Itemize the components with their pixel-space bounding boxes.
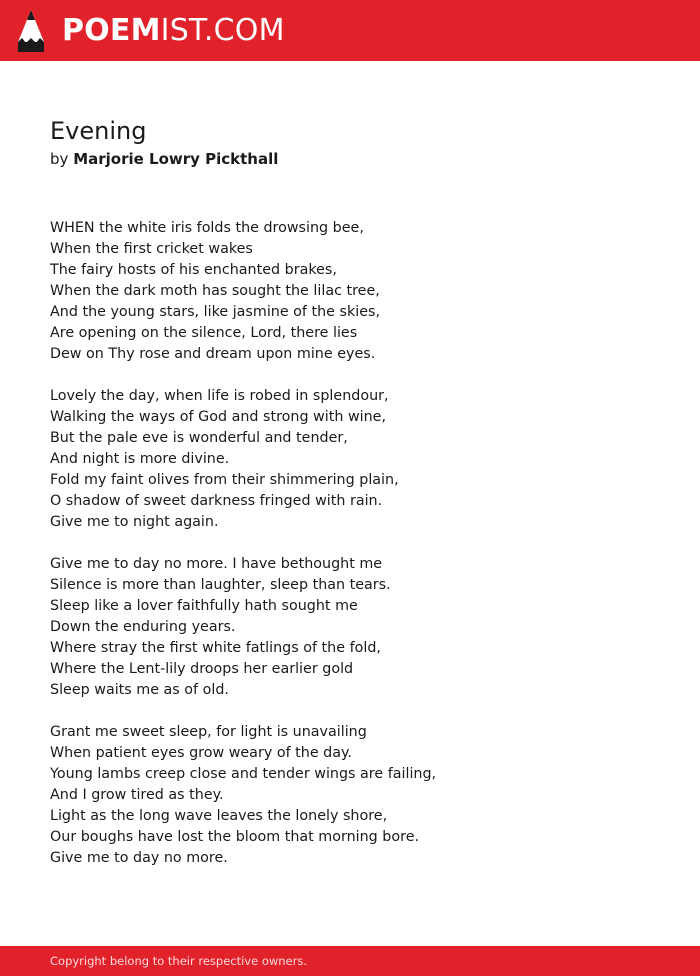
poem-line: Sleep waits me as of old. [50, 682, 229, 698]
poem-line: And night is more divine. [50, 451, 230, 467]
poem-line: Where the Lent-lily droops her earlier gold [50, 661, 354, 677]
poem-line: When the first cricket wakes [50, 241, 253, 257]
poem-line: Silence is more than laughter, sleep than tears. [50, 577, 391, 593]
brand-logo[interactable] [62, 13, 285, 49]
author-name: Marjorie Lowry Pickthall [73, 150, 279, 168]
footer-bar [0, 946, 700, 976]
poem-line: Fold my faint olives from their shimmering plain, [50, 472, 399, 488]
poem-line: Are opening on the silence, Lord, there lies [50, 325, 358, 341]
poem-line: Down the enduring years. [50, 619, 236, 635]
poem-line: Give me to day no more. [50, 850, 228, 866]
poem-byline [50, 148, 278, 170]
poem-line: The fairy hosts of his enchanted brakes, [50, 262, 337, 278]
poem-line: WHEN the white iris folds the drowsing bee, [50, 220, 364, 236]
poem-body [50, 218, 650, 890]
poem-stanza [50, 218, 650, 365]
poem-line: Where stray the first white fatlings of the fold, [50, 640, 381, 656]
poem-line: Sleep like a lover faithfully hath sought me [50, 598, 358, 614]
poem-line: Walking the ways of God and strong with wine, [50, 409, 387, 425]
poem-line: But the pale eve is wonderful and tender, [50, 430, 348, 446]
poem-line: Grant me sweet sleep, for light is unavailing [50, 724, 367, 740]
poem-line: Lovely the day, when life is robed in splendour, [50, 388, 389, 404]
poem-line: When patient eyes grow weary of the day. [50, 745, 352, 761]
poem-line: And the young stars, like jasmine of the skies, [50, 304, 381, 320]
poem-stanza [50, 554, 650, 701]
header-bar [0, 0, 700, 61]
poem-line: Light as the long wave leaves the lonely shore, [50, 808, 388, 824]
poem-title: Evening [50, 117, 147, 145]
poem-line: And I grow tired as they. [50, 787, 224, 803]
poem-line: Give me to night again. [50, 514, 219, 530]
brand-name-light: IST.COM [160, 13, 285, 48]
poem-stanza [50, 722, 650, 869]
copyright-notice: Copyright belong to their respective owners. [50, 954, 308, 968]
pencil-tip-icon [18, 10, 44, 52]
poem-line: Dew on Thy rose and dream upon mine eyes. [50, 346, 376, 362]
poem-line: When the dark moth has sought the lilac tree, [50, 283, 380, 299]
poem-line: Our boughs have lost the bloom that morning bore. [50, 829, 420, 845]
poem-line: Young lambs creep close and tender wings are failing, [50, 766, 437, 782]
poem-stanza [50, 386, 650, 533]
poem-line: Give me to day no more. I have bethought me [50, 556, 383, 572]
poem-line: O shadow of sweet darkness fringed with rain. [50, 493, 383, 509]
by-label: by [50, 150, 69, 168]
brand-name-bold: POEM [62, 13, 161, 48]
